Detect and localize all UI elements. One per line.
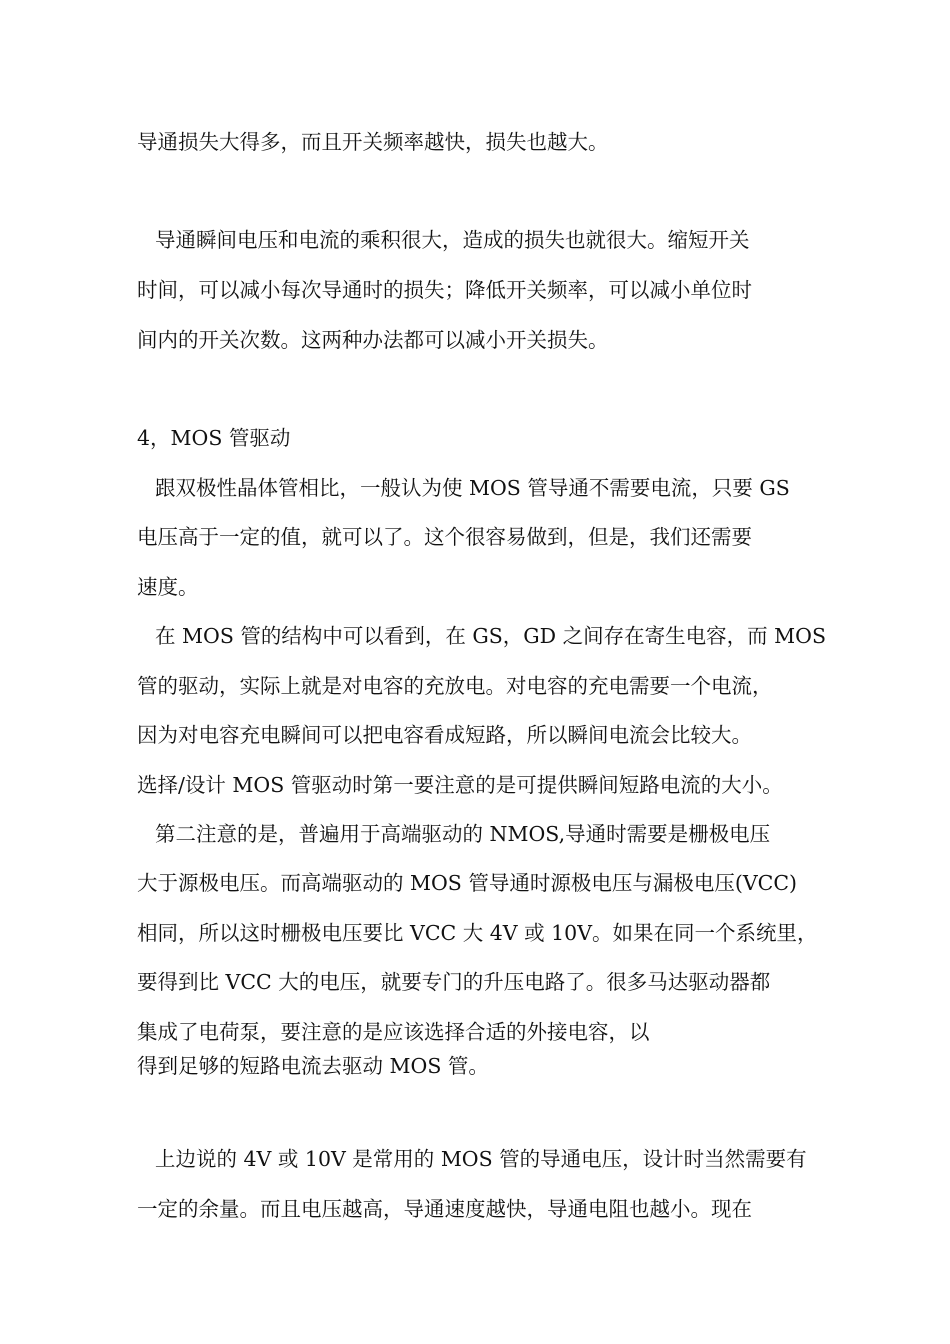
text-line: 管的驱动，实际上就是对电容的充放电。对电容的充电需要一个电流，: [137, 674, 773, 698]
text-line: 导通瞬间电压和电流的乘积很大，造成的损失也就很大。缩短开关: [155, 228, 750, 252]
text-line: 时间，可以减小每次导通时的损失；降低开关频率，可以减小单位时: [137, 278, 752, 302]
text-line: 得到足够的短路电流去驱动 MOS 管。: [137, 1054, 489, 1078]
text-line: 要得到比 VCC 大的电压，就要专门的升压电路了。很多马达驱动器都: [137, 970, 771, 994]
text-line: 导通损失大得多，而且开关频率越快，损失也越大。: [137, 130, 609, 154]
text-line: 间内的开关次数。这两种办法都可以减小开关损失。: [137, 328, 609, 352]
text-line: 因为对电容充电瞬间可以把电容看成短路，所以瞬间电流会比较大。: [137, 723, 752, 747]
text-line: 速度。: [137, 575, 199, 599]
text-line: 在 MOS 管的结构中可以看到，在 GS，GD 之间存在寄生电容，而 MOS: [155, 624, 826, 648]
text-line: 上边说的 4V 或 10V 是常用的 MOS 管的导通电压，设计时当然需要有: [155, 1147, 807, 1171]
text-line: 电压高于一定的值，就可以了。这个很容易做到，但是，我们还需要: [137, 525, 752, 549]
section-heading: 4，MOS 管驱动: [137, 426, 291, 450]
text-line: 大于源极电压。而高端驱动的 MOS 管导通时源极电压与漏极电压(VCC): [137, 871, 798, 895]
text-line: 一定的余量。而且电压越高，导通速度越快，导通电阻也越小。现在: [137, 1197, 752, 1221]
text-line: 相同，所以这时栅极电压要比 VCC 大 4V 或 10V。如果在同一个系统里，: [137, 921, 818, 945]
text-line: 选择/设计 MOS 管驱动时第一要注意的是可提供瞬间短路电流的大小。: [137, 773, 783, 797]
text-line: 集成了电荷泵，要注意的是应该选择合适的外接电容，以: [137, 1020, 650, 1044]
text-line: 跟双极性晶体管相比，一般认为使 MOS 管导通不需要电流，只要 GS: [155, 476, 790, 500]
text-line: 第二注意的是，普遍用于高端驱动的 NMOS,导通时需要是栅极电压: [155, 822, 771, 846]
